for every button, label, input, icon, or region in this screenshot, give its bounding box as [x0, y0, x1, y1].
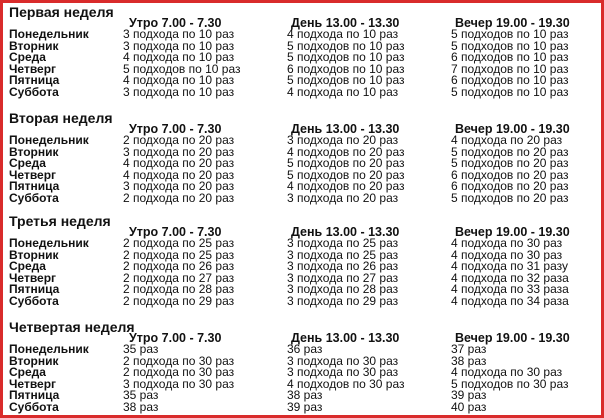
morning-cell: 4 подхода по 10 раз	[123, 50, 235, 65]
week-title: Четвертая неделя	[9, 319, 135, 335]
evening-cell: 5 подходов по 10 раз	[451, 38, 569, 53]
evening-cell: 7 подходов по 10 раз	[451, 61, 569, 76]
evening-header: Вечер 19.00 - 19.30	[455, 122, 570, 136]
evening-cell: 39 раз	[451, 388, 487, 403]
morning-header: Утро 7.00 - 7.30	[129, 16, 222, 30]
schedule-rows	[7, 344, 601, 414]
afternoon-cell: 36 раз	[287, 342, 323, 356]
weekday-label: Пятница	[9, 73, 60, 88]
weekday-label: Четверг	[9, 270, 57, 285]
weekday-label: Четверг	[9, 376, 57, 391]
morning-cell: 2 подхода по 27 раз	[123, 270, 235, 285]
evening-cell: 4 подхода по 32 раза	[451, 270, 569, 285]
evening-header: Вечер 19.00 - 19.30	[455, 331, 570, 345]
weekday-label: Понедельник	[9, 27, 89, 41]
morning-cell: 2 подхода по 30 раз	[123, 365, 235, 380]
morning-cell: 4 подхода по 20 раз	[123, 167, 235, 182]
afternoon-cell: 3 подхода по 20 раз	[287, 190, 399, 205]
morning-header: Утро 7.00 - 7.30	[129, 331, 222, 345]
weekday-label: Вторник	[9, 144, 59, 159]
day-header: День 13.00 - 13.30	[291, 16, 400, 30]
evening-cell: 4 подхода по 33 раза	[451, 282, 569, 297]
schedule-rows	[7, 238, 601, 308]
evening-cell: 5 подходов по 20 раз	[451, 156, 569, 171]
weekday-label: Пятница	[9, 179, 60, 194]
weekday-label: Четверг	[9, 61, 57, 76]
afternoon-cell: 5 подходов по 20 раз	[287, 167, 405, 182]
schedule-rows	[7, 135, 601, 205]
morning-cell: 3 подхода по 20 раз	[123, 179, 235, 194]
evening-cell: 5 подходов по 10 раз	[451, 27, 569, 41]
afternoon-cell: 5 подходов по 10 раз	[287, 73, 405, 88]
morning-cell: 3 подхода по 10 раз	[123, 27, 235, 41]
evening-cell: 40 раз	[451, 399, 487, 414]
schedule-row	[7, 399, 601, 414]
morning-cell: 2 подхода по 28 раз	[123, 282, 235, 297]
morning-cell: 3 подхода по 20 раз	[123, 144, 235, 159]
afternoon-cell: 6 подходов по 10 раз	[287, 61, 405, 76]
afternoon-cell: 3 подхода по 25 раз	[287, 236, 399, 250]
afternoon-cell: 4 подходов по 30 раз	[287, 376, 405, 391]
weekday-label: Суббота	[9, 293, 59, 308]
afternoon-cell: 5 подходов по 10 раз	[287, 38, 405, 53]
evening-header: Вечер 19.00 - 19.30	[455, 16, 570, 30]
morning-cell: 3 подхода по 10 раз	[123, 38, 235, 53]
schedule-row	[7, 190, 601, 205]
schedule-row	[7, 84, 601, 99]
morning-cell: 2 подхода по 29 раз	[123, 293, 235, 308]
morning-cell: 2 подхода по 30 раз	[123, 353, 235, 368]
morning-cell: 3 подхода по 30 раз	[123, 376, 235, 391]
afternoon-cell: 4 подходов по 20 раз	[287, 179, 405, 194]
week-title: Третья неделя	[9, 213, 111, 229]
evening-cell: 4 подхода по 30 раз	[451, 236, 563, 250]
weekday-label: Вторник	[9, 38, 59, 53]
morning-cell: 2 подхода по 20 раз	[123, 133, 235, 147]
morning-cell: 2 подхода по 25 раз	[123, 247, 235, 262]
morning-cell: 2 подхода по 25 раз	[123, 236, 235, 250]
morning-header: Утро 7.00 - 7.30	[129, 122, 222, 136]
weekday-label: Вторник	[9, 353, 59, 368]
day-header: День 13.00 - 13.30	[291, 331, 400, 345]
weekday-label: Среда	[9, 365, 46, 380]
evening-cell: 6 подходов по 10 раз	[451, 73, 569, 88]
week-title: Вторая неделя	[9, 110, 113, 126]
afternoon-cell: 4 подхода по 10 раз	[287, 27, 399, 41]
morning-cell: 38 раз	[123, 399, 159, 414]
afternoon-cell: 38 раз	[287, 388, 323, 403]
weekday-label: Суббота	[9, 399, 59, 414]
weekday-label: Пятница	[9, 388, 60, 403]
evening-cell: 6 подходов по 20 раз	[451, 179, 569, 194]
afternoon-cell: 3 подхода по 26 раз	[287, 259, 399, 274]
evening-cell: 5 подходов по 20 раз	[451, 144, 569, 159]
afternoon-cell: 5 подходов по 10 раз	[287, 50, 405, 65]
week-title: Первая неделя	[9, 4, 114, 20]
evening-cell: 5 подходов по 20 раз	[451, 190, 569, 205]
morning-cell: 35 раз	[123, 342, 159, 356]
evening-header: Вечер 19.00 - 19.30	[455, 225, 570, 239]
morning-cell: 2 подхода по 20 раз	[123, 190, 235, 205]
schedule-row	[7, 293, 601, 308]
morning-cell: 35 раз	[123, 388, 159, 403]
weekday-label: Пятница	[9, 282, 60, 297]
evening-cell: 6 подходов по 20 раз	[451, 167, 569, 182]
afternoon-cell: 3 подхода по 30 раз	[287, 353, 399, 368]
evening-cell: 4 подхода по 30 раз	[451, 247, 563, 262]
weekday-label: Суббота	[9, 84, 59, 99]
morning-cell: 5 подходов по 10 раз	[123, 61, 241, 76]
weekday-label: Понедельник	[9, 133, 89, 147]
morning-header: Утро 7.00 - 7.30	[129, 225, 222, 239]
day-header: День 13.00 - 13.30	[291, 122, 400, 136]
afternoon-cell: 3 подхода по 27 раз	[287, 270, 399, 285]
weekday-label: Четверг	[9, 167, 57, 182]
afternoon-cell: 4 подхода по 10 раз	[287, 84, 399, 99]
evening-cell: 38 раз	[451, 353, 487, 368]
evening-cell: 4 подхода по 31 разу	[451, 259, 568, 274]
afternoon-cell: 3 подхода по 28 раз	[287, 282, 399, 297]
morning-cell: 3 подхода по 10 раз	[123, 84, 235, 99]
weekday-label: Вторник	[9, 247, 59, 262]
evening-cell: 4 подхода по 34 раза	[451, 293, 569, 308]
morning-cell: 4 подхода по 10 раз	[123, 73, 235, 88]
evening-cell: 4 подхода по 20 раз	[451, 133, 563, 147]
afternoon-cell: 5 подходов по 20 раз	[287, 156, 405, 171]
afternoon-cell: 3 подхода по 25 раз	[287, 247, 399, 262]
weekday-label: Среда	[9, 259, 46, 274]
schedule-rows	[7, 29, 601, 99]
afternoon-cell: 4 подходов по 20 раз	[287, 144, 405, 159]
evening-cell: 5 подходов по 30 раз	[451, 376, 569, 391]
evening-cell: 37 раз	[451, 342, 487, 356]
afternoon-cell: 3 подхода по 30 раз	[287, 365, 399, 380]
evening-cell: 4 подхода по 30 раз	[451, 365, 563, 380]
evening-cell: 6 подходов по 10 раз	[451, 50, 569, 65]
morning-cell: 4 подхода по 20 раз	[123, 156, 235, 171]
afternoon-cell: 3 подхода по 29 раз	[287, 293, 399, 308]
evening-cell: 5 подходов по 10 раз	[451, 84, 569, 99]
weekday-label: Понедельник	[9, 342, 89, 356]
weekday-label: Среда	[9, 156, 46, 171]
weekday-label: Среда	[9, 50, 46, 65]
weekday-label: Понедельник	[9, 236, 89, 250]
morning-cell: 2 подхода по 26 раз	[123, 259, 235, 274]
afternoon-cell: 39 раз	[287, 399, 323, 414]
day-header: День 13.00 - 13.30	[291, 225, 400, 239]
afternoon-cell: 3 подхода по 20 раз	[287, 133, 399, 147]
weekday-label: Суббота	[9, 190, 59, 205]
